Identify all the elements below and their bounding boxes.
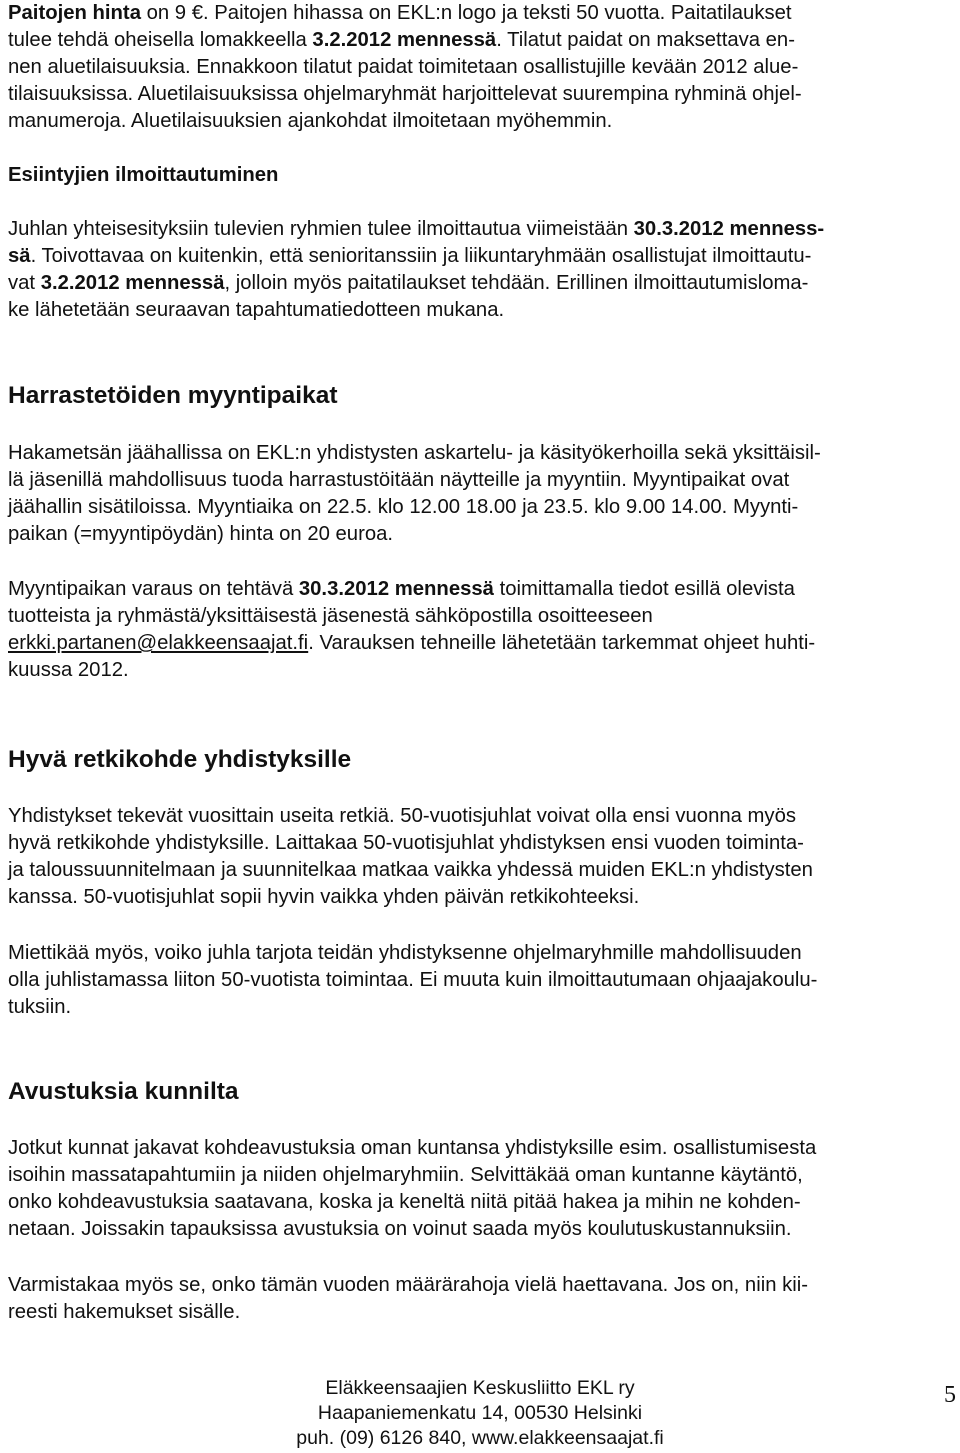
paragraph-line: kuussa 2012. bbox=[8, 659, 129, 681]
paragraph-line: jäähallin sisätiloissa. Myyntiaika on 22.5. klo 12.00 18.00 ja 23.5. klo 9.00 14.00. Myynti- bbox=[8, 496, 799, 518]
paragraph-line: paikan (=myyntipöydän) hinta on 20 euroa. bbox=[8, 523, 394, 545]
grants-paragraph-1 bbox=[8, 1135, 952, 1243]
text-run: , jolloin myös paitatilaukset tehdään. Erillinen ilmoittautumisloma- bbox=[224, 272, 809, 294]
paragraph-line: reesti hakemukset sisälle. bbox=[8, 1301, 241, 1323]
crafts-section bbox=[8, 380, 952, 412]
intro-line: nen aluetilaisuuksia. Ennakkoon tilatut paidat toimitetaan osallistujille kevään 2012 alue- bbox=[8, 56, 799, 78]
grants-section bbox=[8, 1076, 952, 1108]
price-label: Paitojen hinta bbox=[8, 2, 141, 24]
paragraph-line: Varmistakaa myös se, onko tämän vuoden määrärahoja vielä haettavana. Jos on, niin kii- bbox=[8, 1274, 809, 1296]
paragraph-line: Hakametsän jäähallissa on EKL:n yhdistysten askartelu- ja käsityökerhoilla sekä yksittäisil- bbox=[8, 442, 821, 464]
footer-organization: Eläkkeensaajien Keskusliitto EKL ry bbox=[325, 1377, 635, 1399]
deadline-date: 30.3.2012 menness- bbox=[633, 218, 825, 240]
paragraph-line: hyvä retkikohde yhdistyksille. Laittakaa 50-vuotisjuhlat yhdistyksen ensi vuoden toiminta- bbox=[8, 832, 804, 854]
footer-contact: puh. (09) 6126 840, www.elakkeensaajat.fi bbox=[296, 1427, 664, 1449]
text-run: . Varauksen tehneille lähetetään tarkemmat ohjeet huhti- bbox=[308, 632, 816, 654]
text-run: Myyntipaikan varaus on tehtävä bbox=[8, 578, 299, 600]
trip-section bbox=[8, 744, 952, 776]
page-footer bbox=[0, 1376, 960, 1451]
section-heading: Hyvä retkikohde yhdistyksille bbox=[8, 746, 352, 773]
trip-paragraph-2 bbox=[8, 940, 952, 1021]
intro-line bbox=[8, 0, 952, 27]
paragraph-line: lä jäsenillä mahdollisuus tuoda harrastustöitään näytteille ja myyntiin. Myyntipaikat ovat bbox=[8, 469, 790, 491]
section-heading: Harrastetöiden myyntipaikat bbox=[8, 382, 338, 409]
performers-paragraph bbox=[8, 216, 952, 324]
paragraph-line: ja taloussuunnitelmaan ja suunnitelkaa matkaa vaikka yhdessä muiden EKL:n yhdistysten bbox=[8, 859, 813, 881]
text-run: . Tilatut paidat on maksettava en- bbox=[496, 29, 795, 51]
intro-line: manumeroja. Aluetilaisuuksien ajankohdat ilmoitetaan myöhemmin. bbox=[8, 110, 613, 132]
paragraph-line: Jotkut kunnat jakavat kohdeavustuksia oman kuntansa yhdistyksille esim. osallistumisesta bbox=[8, 1137, 817, 1159]
section-heading: Esiintyjien ilmoittautuminen bbox=[8, 164, 279, 186]
paragraph-line: netaan. Joissakin tapauksissa avustuksia on voinut saada myös koulutuskustannuksiin. bbox=[8, 1218, 792, 1240]
text-run: . Toivottavaa on kuitenkin, että senioritanssiin ja liikuntaryhmään osallistujat ilmoittautu- bbox=[30, 245, 812, 267]
deadline-date: 30.3.2012 mennessä bbox=[298, 578, 494, 600]
deadline-date: sä bbox=[8, 245, 31, 267]
intro-line: tilaisuuksissa. Aluetilaisuuksissa ohjelmaryhmät harjoittelevat suurempina ryhminä ohjel- bbox=[8, 83, 802, 105]
paragraph-line: kanssa. 50-vuotisjuhlat sopii hyvin vaikka yhden päivän retkikohteeksi. bbox=[8, 886, 640, 908]
intro-line bbox=[8, 27, 952, 54]
text-run: toimittamalla tiedot esillä olevista bbox=[493, 578, 795, 600]
paragraph-line bbox=[8, 216, 952, 243]
deadline-date: 3.2.2012 mennessä bbox=[40, 272, 225, 294]
performers-section bbox=[8, 162, 952, 189]
paragraph-line: Miettikää myös, voiko juhla tarjota teidän yhdistyksenne ohjelmaryhmille mahdollisuuden bbox=[8, 942, 802, 964]
section-heading: Avustuksia kunnilta bbox=[8, 1078, 239, 1105]
text-run: tulee tehdä oheisella lomakkeella bbox=[8, 29, 313, 51]
page-number: 5 bbox=[944, 1382, 956, 1408]
paragraph-line: ke lähetetään seuraavan tapahtumatiedotteen mukana. bbox=[8, 299, 505, 321]
paragraph-line: tuksiin. bbox=[8, 996, 72, 1018]
email-link[interactable]: erkki.partanen@elakkeensaajat.fi bbox=[8, 632, 309, 654]
paragraph-line: onko kohdeavustuksia saatavana, koska ja keneltä niitä pitää hakea ja mihin ne kohden- bbox=[8, 1191, 801, 1213]
text-run: Juhlan yhteisesityksiin tulevien ryhmien tulee ilmoittautua viimeistään bbox=[8, 218, 634, 240]
paragraph-line: isoihin massatapahtumiin ja niiden ohjelmaryhmiin. Selvittäkää oman kuntanne käytäntö, bbox=[8, 1164, 803, 1186]
paragraph-line bbox=[8, 576, 952, 603]
paragraph-line: olla juhlistamassa liiton 50-vuotista toimintaa. Ei muuta kuin ilmoittautumaan ohjaajakoulu- bbox=[8, 969, 818, 991]
crafts-paragraph-2 bbox=[8, 576, 952, 684]
paragraph-line: Yhdistykset tekevät vuosittain useita retkiä. 50-vuotisjuhlat voivat olla ensi vuonna myös bbox=[8, 805, 796, 827]
footer-address: Haapaniemenkatu 14, 00530 Helsinki bbox=[317, 1402, 643, 1424]
text-run: on 9 €. Paitojen hihassa on EKL:n logo ja teksti 50 vuotta. Paitatilaukset bbox=[140, 2, 792, 24]
paragraph-line: tuotteista ja ryhmästä/yksittäisestä jäsenestä sähköpostilla osoitteeseen bbox=[8, 605, 653, 627]
intro-paragraph bbox=[8, 0, 952, 135]
paragraph-line bbox=[8, 270, 952, 297]
grants-paragraph-2 bbox=[8, 1272, 952, 1326]
trip-paragraph-1 bbox=[8, 803, 952, 911]
deadline-date: 3.2.2012 mennessä bbox=[312, 29, 497, 51]
crafts-paragraph-1 bbox=[8, 440, 952, 548]
text-run: vat bbox=[8, 272, 41, 294]
paragraph-line bbox=[8, 630, 952, 657]
paragraph-line bbox=[8, 243, 952, 270]
